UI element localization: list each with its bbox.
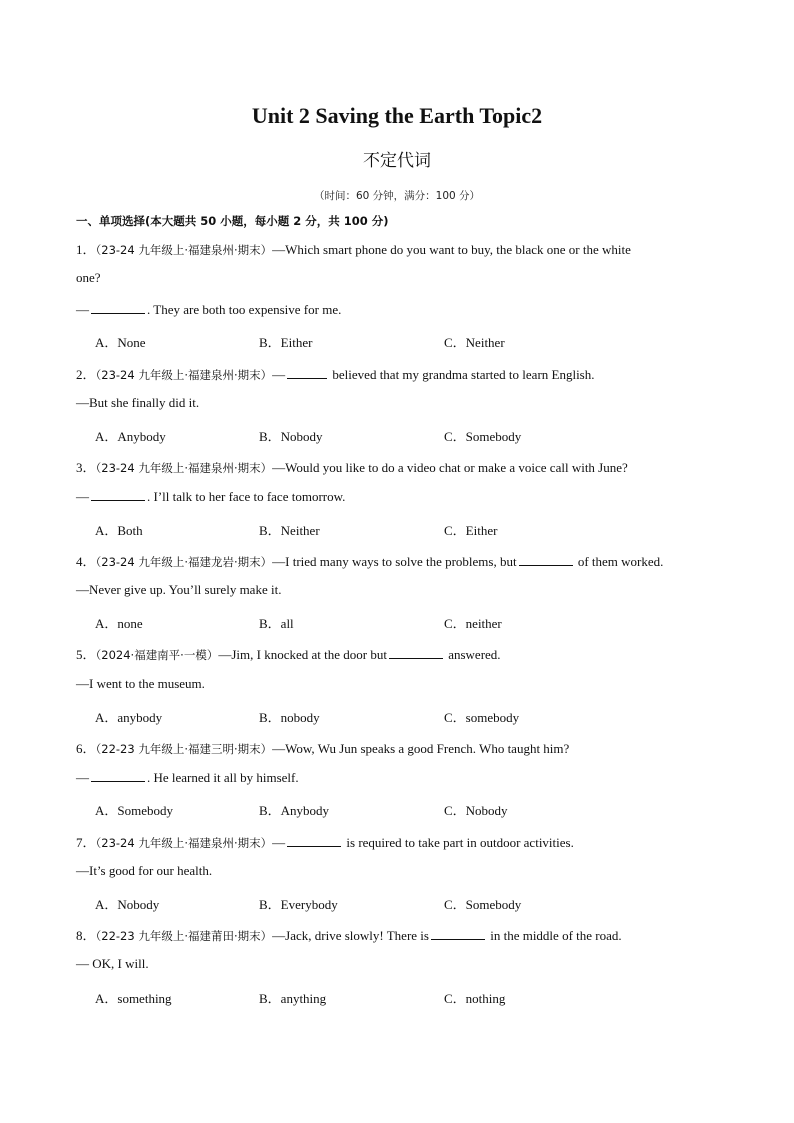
- question-6: 6．（22-23 九年级上·福建三明·期末）—Wow, Wu Jun speaks a good French. Who taught him?: [76, 741, 570, 756]
- option-b[interactable]: B．Neither: [259, 523, 320, 538]
- question-number: 5．: [76, 647, 96, 662]
- option-c[interactable]: C．Somebody: [444, 897, 522, 912]
- answer-line: — . They are both too expensive for me.: [76, 302, 342, 317]
- answer-line: — OK, I will.: [76, 956, 149, 971]
- section-heading: 一、单项选择(本大题共 50 小题，每小题 2 分，共 100 分): [76, 214, 389, 228]
- answer-blank: [91, 301, 145, 314]
- option-a[interactable]: A．Somebody: [95, 803, 174, 818]
- question-number: 3．: [76, 460, 96, 475]
- answer-blank: [431, 927, 485, 940]
- question-1: [76, 239, 631, 258]
- option-b[interactable]: B．Anybody: [259, 803, 330, 818]
- option-a[interactable]: A．Both: [95, 523, 143, 538]
- option-b[interactable]: B．all: [259, 616, 294, 631]
- question-source: （22-23 九年级上·福建莆田·期末）: [95, 929, 273, 943]
- question-source: （2024·福建南平·一模）: [95, 648, 219, 662]
- option-c[interactable]: C．nothing: [444, 991, 506, 1006]
- question-source: （22-23 九年级上·福建三明·期末）: [95, 742, 273, 756]
- answer-blank: [91, 488, 145, 501]
- question-3: 3．（23-24 九年级上·福建泉州·期末）—Would you like to do a video chat or make a voice call with June?: [76, 460, 628, 475]
- question-5: 5．（2024·福建南平·一模）—Jim, I knocked at the door but answered.: [76, 647, 501, 662]
- question-number: 6．: [76, 741, 96, 756]
- question-number: 4．: [76, 554, 96, 569]
- question-4: 4．（23-24 九年级上·福建龙岩·期末）—I tried many ways to solve the problems, but of them worked.: [76, 554, 664, 569]
- document-title: Unit 2 Saving the Earth Topic2: [251, 103, 543, 128]
- exam-meta: （时间：60 分钟，满分：100 分）: [313, 190, 481, 202]
- answer-line: —I went to the museum.: [76, 676, 205, 691]
- question-number: 2．: [76, 367, 96, 382]
- option-b[interactable]: B．Everybody: [259, 897, 338, 912]
- answer-blank: [519, 553, 573, 566]
- question-number: 1．: [76, 242, 96, 257]
- question-2: 2．（23-24 九年级上·福建泉州·期末）— believed that my grandma started to learn English.: [76, 367, 595, 382]
- option-b[interactable]: B．anything: [259, 991, 327, 1006]
- question-source: （23-24 九年级上·福建龙岩·期末）: [95, 555, 273, 569]
- option-a[interactable]: A．None: [95, 335, 146, 350]
- answer-blank: [287, 834, 341, 847]
- option-a[interactable]: A．Anybody: [95, 429, 166, 444]
- option-c[interactable]: C．Somebody: [444, 429, 522, 444]
- document-subtitle: 不定代词: [363, 151, 431, 171]
- answer-line: — . He learned it all by himself.: [76, 770, 299, 785]
- question-7: 7．（23-24 九年级上·福建泉州·期末）— is required to take part in outdoor activities.: [76, 835, 574, 850]
- answer-line: — . I’ll talk to her face to face tomorrow.: [76, 489, 346, 504]
- option-b[interactable]: B．Either: [259, 335, 313, 350]
- question-source: （23-24 九年级上·福建泉州·期末）: [95, 461, 273, 475]
- option-c[interactable]: C．neither: [444, 616, 502, 631]
- question-number: 7．: [76, 835, 96, 850]
- option-c[interactable]: C．Either: [444, 523, 498, 538]
- option-c[interactable]: C．Nobody: [444, 803, 508, 818]
- option-a[interactable]: A．none: [95, 616, 143, 631]
- answer-blank: [287, 366, 327, 379]
- answer-line: —It’s good for our health.: [76, 863, 213, 878]
- question-8: 8．（22-23 九年级上·福建莆田·期末）—Jack, drive slowly! There is in the middle of the road.: [76, 928, 622, 943]
- question-source: （23-24 九年级上·福建泉州·期末）: [95, 836, 273, 850]
- option-b[interactable]: B．Nobody: [259, 429, 323, 444]
- answer-line: —Never give up. You’ll surely make it.: [76, 582, 282, 597]
- question-source: （23-24 九年级上·福建泉州·期末）: [95, 243, 273, 257]
- option-c[interactable]: C．somebody: [444, 710, 520, 725]
- question-text: —Which smart phone do you want to buy, the black one or the white: [272, 242, 631, 257]
- answer-line: —But she finally did it.: [76, 395, 200, 410]
- question-1-continued: one?: [76, 270, 101, 285]
- answer-blank: [91, 769, 145, 782]
- question-number: 8．: [76, 928, 96, 943]
- answer-blank: [389, 646, 443, 659]
- option-a[interactable]: A．Nobody: [95, 897, 160, 912]
- question-source: （23-24 九年级上·福建泉州·期末）: [95, 368, 273, 382]
- option-a[interactable]: A．something: [95, 991, 172, 1006]
- option-a[interactable]: A．anybody: [95, 710, 163, 725]
- option-b[interactable]: B．nobody: [259, 710, 320, 725]
- option-c[interactable]: C．Neither: [444, 335, 505, 350]
